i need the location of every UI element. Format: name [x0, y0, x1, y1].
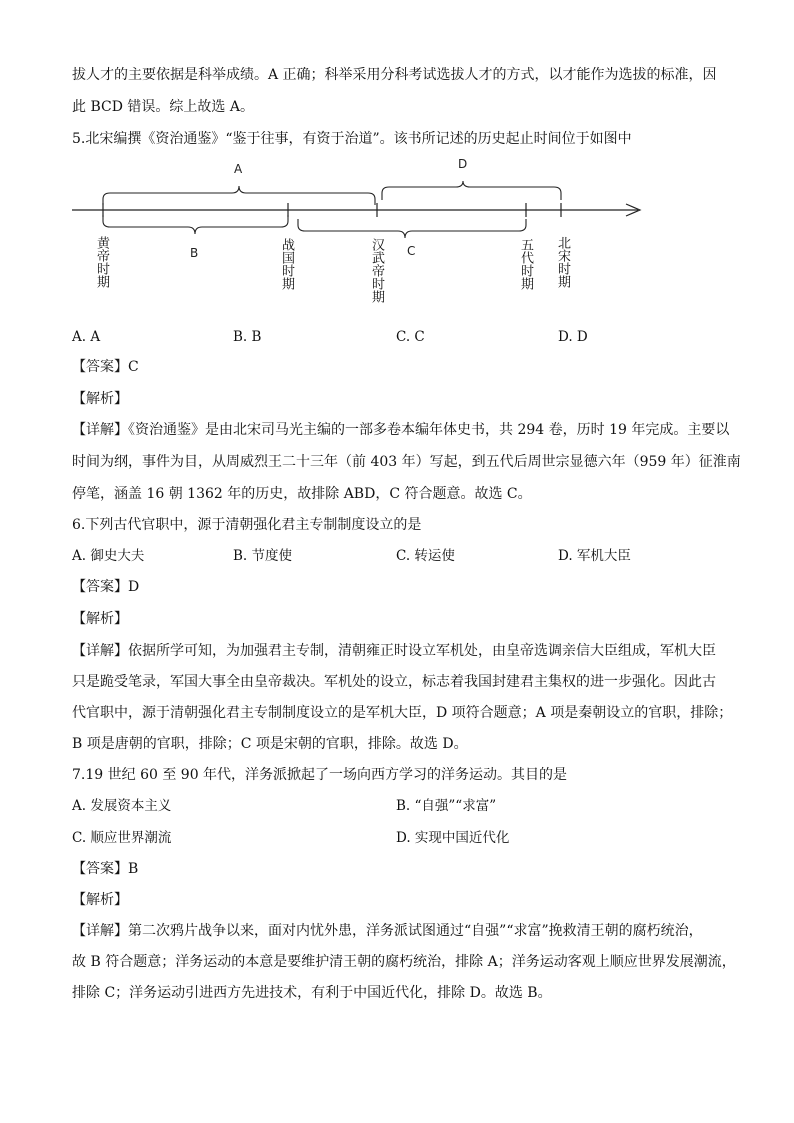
q5-analysis-tag: 【解析】 — [72, 391, 128, 407]
answer-value: C — [128, 359, 139, 375]
q5-detail-line-3: 停笔，涵盖 16 朝 1362 年的历史，故排除 ABD，C 符合题意。故选 C。 — [72, 486, 532, 502]
point-label-beisong: 北宋时期 — [555, 236, 570, 288]
detail-tag: 【详解】 — [72, 643, 128, 659]
intro-line-1: 拔人才的主要依据是科举成绩。A 正确；科举采用分科考试选拔人才的方式，以才能作为选拔的标准，因 — [72, 67, 717, 83]
intro-line-2: 此 BCD 错误。综上故选 A。 — [72, 99, 254, 115]
answer-value: B — [128, 861, 139, 877]
q6-option-d[interactable]: D. 军机大臣 — [558, 548, 631, 564]
point-label-huangdi: 黄帝时期 — [94, 236, 109, 288]
q7-analysis-tag: 【解析】 — [72, 892, 128, 908]
question-5-stem: 5.北宋编撰《资治通鉴》“鉴于往事，有资于治道”。该书所记述的历史起止时间位于如图中 — [72, 131, 632, 147]
brace-b — [103, 215, 288, 234]
q5-detail-line-1 — [72, 421, 729, 439]
detail-text: 《资治通鉴》是由北宋司马光主编的一部多卷本编年体史书，共 294 卷，历时 19 年完成。主要以 — [128, 422, 730, 438]
point-label-hanwudi: 汉武帝时期 — [369, 238, 384, 303]
q6-answer — [72, 578, 139, 596]
q6-option-c[interactable]: C. 转运使 — [396, 548, 455, 564]
q6-detail-line-2: 只是跪受笔录，军国大事全由皇帝裁决。军机处的设立，标志着我国封建君主集权的进一步强化。因此古 — [72, 674, 716, 690]
timeline-diagram — [60, 155, 660, 320]
q6-detail-line-1 — [72, 642, 716, 660]
answer-tag: 【答案】 — [72, 861, 128, 877]
detail-text: 第二次鸦片战争以来，面对内忧外患，洋务派试图通过“自强”“求富”挽救清王朝的腐朽统治， — [128, 923, 703, 939]
brace-d-label: D — [458, 157, 468, 171]
q7-option-a[interactable]: A. 发展资本主义 — [72, 798, 172, 814]
brace-a — [103, 186, 375, 205]
detail-tag: 【详解】 — [72, 422, 128, 438]
brace-c-label: C — [407, 244, 416, 258]
answer-tag: 【答案】 — [72, 359, 128, 375]
point-label-wudai: 五代时期 — [518, 238, 533, 290]
q7-answer — [72, 860, 138, 878]
q7-detail-line-2: 故 B 符合题意；洋务运动的本意是要维护清王朝的腐朽统治，排除 A；洋务运动客观上顺应世界发展潮流， — [72, 954, 736, 970]
q7-detail-line-3: 排除 C；洋务运动引进西方先进技术，有利于中国近代化，排除 D。故选 B。 — [72, 985, 552, 1001]
q5-answer — [72, 358, 139, 376]
answer-tag: 【答案】 — [72, 579, 128, 595]
q6-option-b[interactable]: B. 节度使 — [233, 548, 293, 564]
q7-option-c[interactable]: C. 顺应世界潮流 — [72, 830, 172, 846]
detail-tag: 【详解】 — [72, 923, 128, 939]
q6-option-a[interactable]: A. 御史大夫 — [72, 548, 145, 564]
brace-b-label: B — [190, 246, 199, 260]
q5-detail-line-2: 时间为纲，事件为目，从周威烈王二十三年（前 403 年）写起，到五代后周世宗显德六年（959 年）征淮南 — [72, 454, 741, 470]
q5-option-a[interactable]: A. A — [72, 329, 101, 345]
detail-text: 依据所学可知，为加强君主专制，清朝雍正时设立军机处，由皇帝选调亲信大臣组成，军机大臣 — [128, 643, 716, 659]
q7-detail-line-1 — [72, 922, 703, 940]
q6-analysis-tag: 【解析】 — [72, 611, 128, 627]
point-label-zhanguo: 战国时期 — [279, 238, 294, 290]
q6-detail-line-3: 代官职中，源于清朝强化君主专制制度设立的是军机大臣，D 项符合题意；A 项是秦朝设立的官职，排除； — [72, 705, 733, 721]
question-7-stem: 7.19 世纪 60 至 90 年代，洋务派掀起了一场向西方学习的洋务运动。其目的是 — [72, 767, 568, 783]
q7-option-b[interactable]: B. “自强”“求富” — [396, 798, 497, 814]
brace-d — [382, 181, 561, 200]
question-6-stem: 6.下列古代官职中，源于清朝强化君主专制制度设立的是 — [72, 517, 422, 533]
brace-a-label: A — [234, 162, 243, 176]
q7-option-d[interactable]: D. 实现中国近代化 — [396, 830, 510, 846]
answer-value: D — [128, 579, 140, 595]
q6-detail-line-4: B 项是唐朝的官职，排除；C 项是宋朝的官职，排除。故选 D。 — [72, 736, 468, 752]
q5-option-c[interactable]: C. C — [396, 329, 425, 345]
q5-option-b[interactable]: B. B — [233, 329, 262, 345]
q5-option-d[interactable]: D. D — [558, 329, 588, 345]
brace-c — [298, 219, 526, 238]
